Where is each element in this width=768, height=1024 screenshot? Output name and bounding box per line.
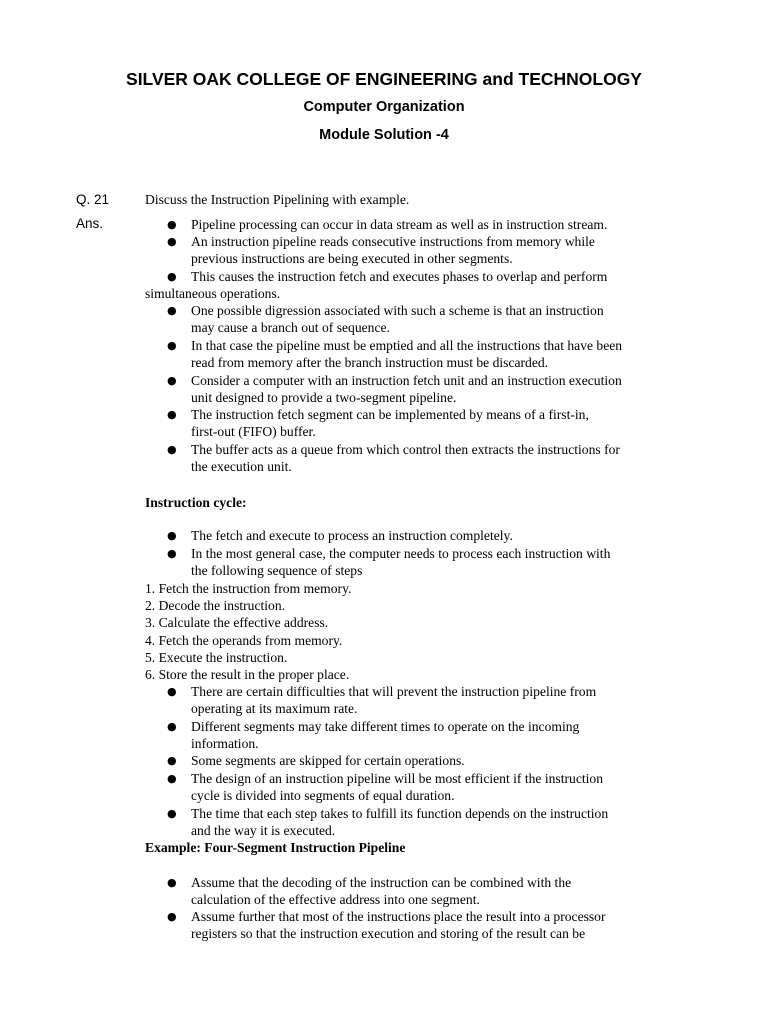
bullet-icon: ● [167,720,177,733]
list-item-continuation: registers so that the instruction execution and storing of the result can be [191,926,586,941]
bullet-icon: ● [167,807,177,820]
list-item-continuation: operating at its maximum rate. [191,701,358,716]
section-heading: Instruction cycle: [145,495,247,510]
list-item-continuation: information. [191,736,259,751]
bullet-icon: ● [167,876,177,889]
bullet-icon: ● [167,270,177,283]
list-item: The instruction fetch segment can be implemented by means of a first-in, [191,407,589,422]
step-item: 6. Store the result in the proper place. [145,667,350,682]
list-item: Some segments are skipped for certain operations. [191,753,465,768]
step-item: 3. Calculate the effective address. [145,615,329,630]
question-label: Q. 21 [76,192,110,207]
list-item: The time that each step takes to fulfill its function depends on the instruction [191,806,609,821]
bullet-icon: ● [167,235,177,248]
list-item-continuation: calculation of the effective address into one segment. [191,892,480,907]
bullet-icon: ● [167,547,177,560]
question-text: Discuss the Instruction Pipelining with example. [145,192,410,207]
module-title: Module Solution -4 [319,127,449,143]
bullet-icon: ● [167,408,177,421]
list-item: An instruction pipeline reads consecutive instructions from memory while [191,234,595,249]
list-item: One possible digression associated with such a scheme is that an instruction [191,303,604,318]
bullet-icon: ● [167,218,177,231]
list-item: There are certain difficulties that will prevent the instruction pipeline from [191,684,597,699]
list-item: This causes the instruction fetch and executes phases to overlap and perform [191,269,608,284]
list-item: Consider a computer with an instruction fetch unit and an instruction execution [191,373,622,388]
bullet-icon: ● [167,374,177,387]
list-item: Assume further that most of the instructions place the result into a processor [191,909,606,924]
list-item: Assume that the decoding of the instruction can be combined with the [191,875,572,890]
college-title: SILVER OAK COLLEGE OF ENGINEERING and TECHNOLOGY [126,69,642,89]
bullet-icon: ● [167,304,177,317]
bullet-icon: ● [167,910,177,923]
step-item: 5. Execute the instruction. [145,650,288,665]
step-item: 4. Fetch the operands from memory. [145,633,343,648]
list-item-continuation: simultaneous operations. [145,286,281,301]
subject-title: Computer Organization [303,99,465,115]
list-item: In that case the pipeline must be emptied and all the instructions that have been [191,338,623,353]
step-item: 1. Fetch the instruction from memory. [145,581,352,596]
bullet-icon: ● [167,339,177,352]
list-item: In the most general case, the computer needs to process each instruction with [191,546,611,561]
step-item: 2. Decode the instruction. [145,598,286,613]
bullet-icon: ● [167,443,177,456]
list-item-continuation: the following sequence of steps [191,563,363,578]
bullet-icon: ● [167,754,177,767]
bullet-icon: ● [167,685,177,698]
list-item-continuation: and the way it is executed. [191,823,336,838]
list-item-continuation: previous instructions are being executed in other segments. [191,251,513,266]
list-item-continuation: the execution unit. [191,459,292,474]
list-item-continuation: unit designed to provide a two-segment pipeline. [191,390,457,405]
list-item: Different segments may take different times to operate on the incoming [191,719,580,734]
list-item-continuation: cycle is divided into segments of equal duration. [191,788,455,803]
section-heading: Example: Four-Segment Instruction Pipeline [145,840,406,855]
list-item-continuation: first-out (FIFO) buffer. [191,424,316,439]
bullet-icon: ● [167,772,177,785]
answer-label: Ans. [76,216,104,231]
list-item: Pipeline processing can occur in data stream as well as in instruction stream. [191,217,608,232]
list-item: The design of an instruction pipeline will be most efficient if the instruction [191,771,604,786]
list-item: The fetch and execute to process an instruction completely. [191,528,513,543]
bullet-icon: ● [167,529,177,542]
list-item: The buffer acts as a queue from which control then extracts the instructions for [191,442,620,457]
list-item-continuation: read from memory after the branch instruction must be discarded. [191,355,549,370]
list-item-continuation: may cause a branch out of sequence. [191,320,390,335]
